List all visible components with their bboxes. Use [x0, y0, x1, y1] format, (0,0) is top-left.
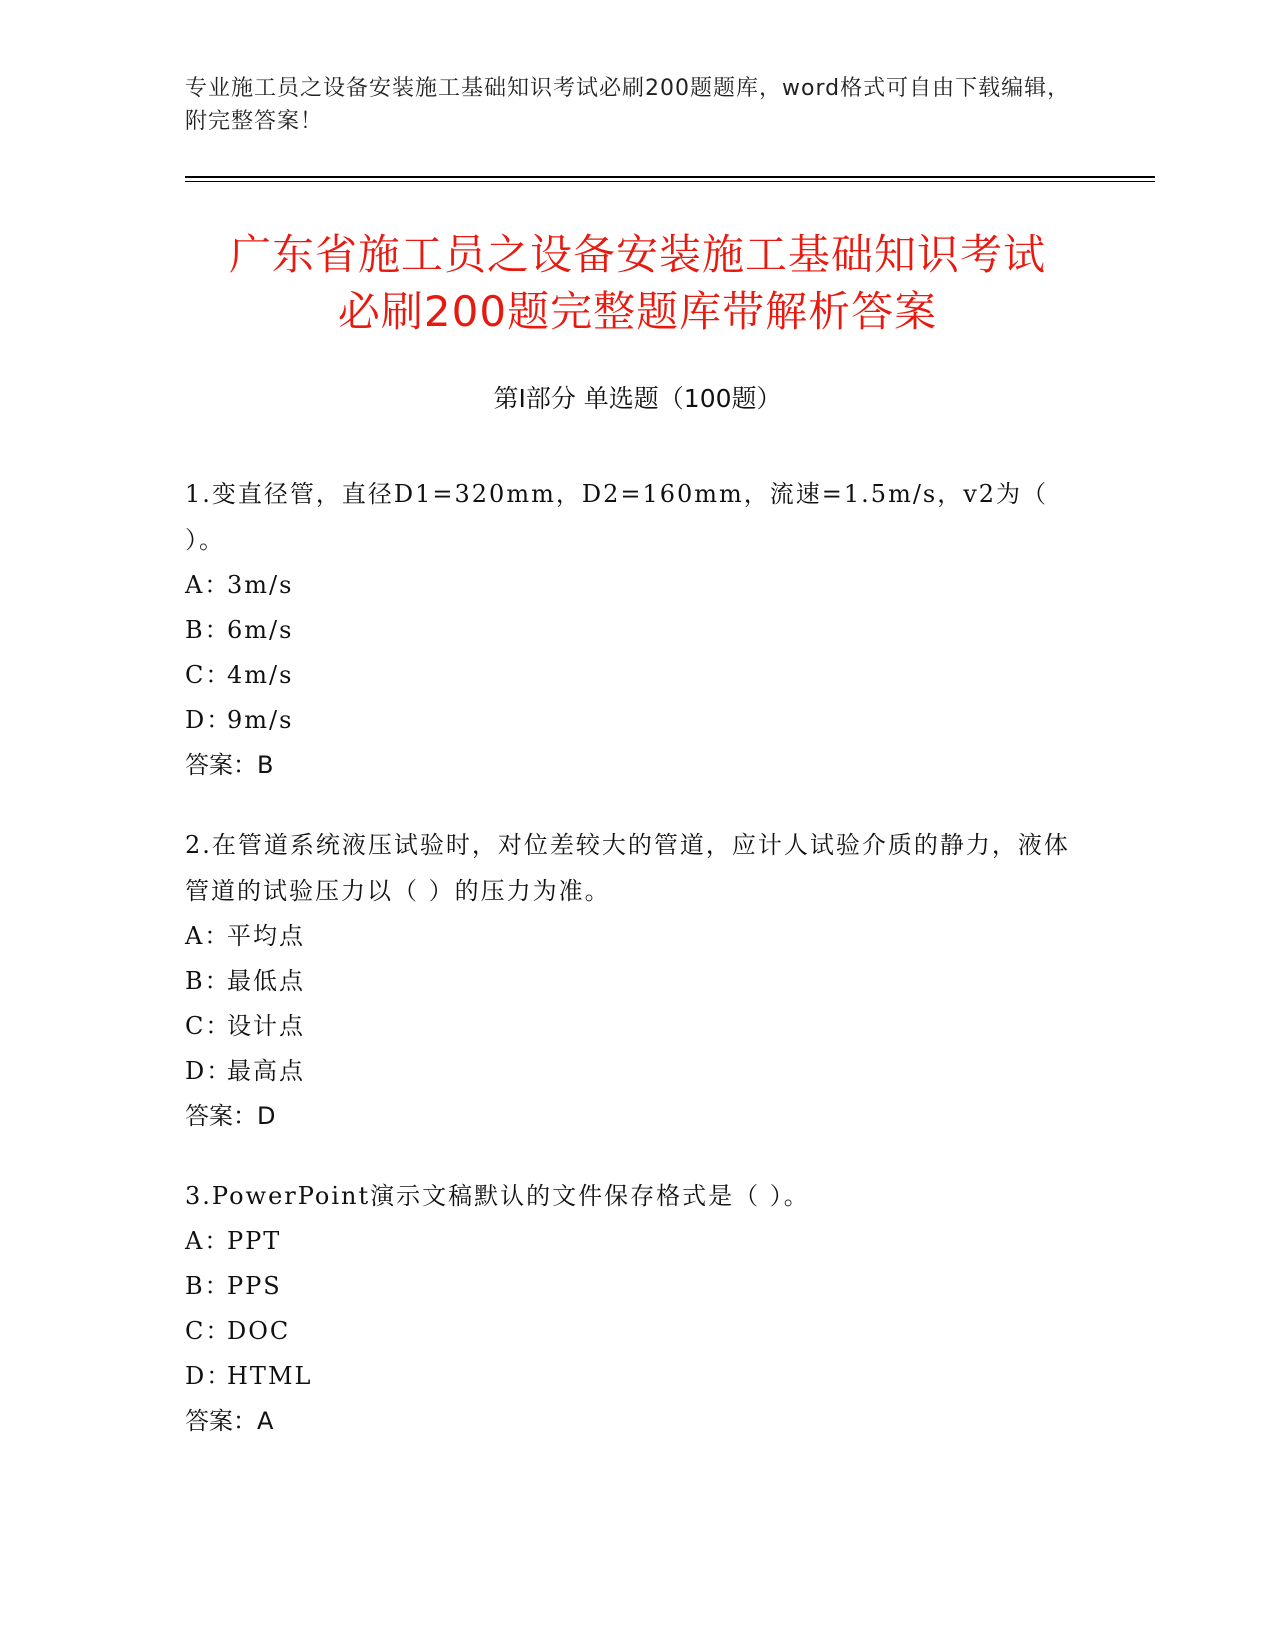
header-divider-thick	[185, 176, 1155, 178]
option-key: B：	[185, 1272, 231, 1300]
question-3	[185, 1173, 1075, 1444]
option-key: C：	[185, 661, 232, 689]
answer-label: 答案：B	[185, 751, 274, 779]
option-key: A：	[185, 922, 231, 950]
option-d	[185, 698, 1075, 743]
option-d	[185, 1049, 1075, 1094]
option-a	[185, 914, 1075, 959]
option-d	[185, 1354, 1075, 1399]
option-key: D：	[185, 706, 233, 734]
option-c	[185, 1004, 1075, 1049]
document-title-line-1: 广东省施工员之设备安装施工基础知识考试	[228, 230, 1046, 279]
option-text: DOC	[227, 1317, 291, 1345]
option-key: D：	[185, 1057, 233, 1085]
option-text: PPT	[227, 1227, 282, 1255]
document-title-line-2: 必刷200题完整题库带解析答案	[337, 287, 938, 336]
option-key: C：	[185, 1317, 232, 1345]
option-c	[185, 1309, 1075, 1354]
question-2	[185, 822, 1075, 1139]
option-text: 6m/s	[227, 616, 294, 644]
question-list	[185, 471, 1075, 1478]
option-text: 3m/s	[227, 571, 294, 599]
question-1	[185, 471, 1075, 788]
option-b	[185, 1264, 1075, 1309]
question-stem: 2.在管道系统液压试验时，对位差较大的管道，应计人试验介质的静力，液体管道的试验压力以（ ）的压力为准。	[185, 831, 1070, 905]
option-text: 平均点	[227, 922, 305, 950]
option-b	[185, 608, 1075, 653]
answer-label: 答案：D	[185, 1102, 276, 1130]
option-key: A：	[185, 571, 231, 599]
option-text: 最高点	[227, 1057, 305, 1085]
option-text: HTML	[227, 1362, 313, 1390]
option-key: A：	[185, 1227, 231, 1255]
option-text: 9m/s	[227, 706, 294, 734]
option-key: B：	[185, 967, 231, 995]
option-text: PPS	[227, 1272, 282, 1300]
section-heading: 第Ⅰ部分 单选题（100题）	[493, 384, 782, 413]
option-key: D：	[185, 1362, 233, 1390]
option-text: 最低点	[227, 967, 305, 995]
option-text: 设计点	[227, 1012, 305, 1040]
document-title	[185, 226, 1090, 340]
header-note: 专业施工员之设备安装施工基础知识考试必刷200题题库，word格式可自由下载编辑，附完整答案！	[185, 76, 1071, 134]
option-b	[185, 959, 1075, 1004]
option-key: C：	[185, 1012, 232, 1040]
answer-label: 答案：A	[185, 1407, 274, 1435]
option-c	[185, 653, 1075, 698]
option-text: 4m/s	[227, 661, 294, 689]
question-stem: 3.PowerPoint演示文稿默认的文件保存格式是（ ）。	[185, 1182, 810, 1210]
header-divider-thin	[185, 181, 1155, 182]
option-key: B：	[185, 616, 231, 644]
option-a	[185, 563, 1075, 608]
option-a	[185, 1219, 1075, 1264]
question-stem: 1.变直径管，直径D1=320mm，D2=160mm，流速=1.5m/s，v2为（ ）。	[185, 480, 1049, 554]
